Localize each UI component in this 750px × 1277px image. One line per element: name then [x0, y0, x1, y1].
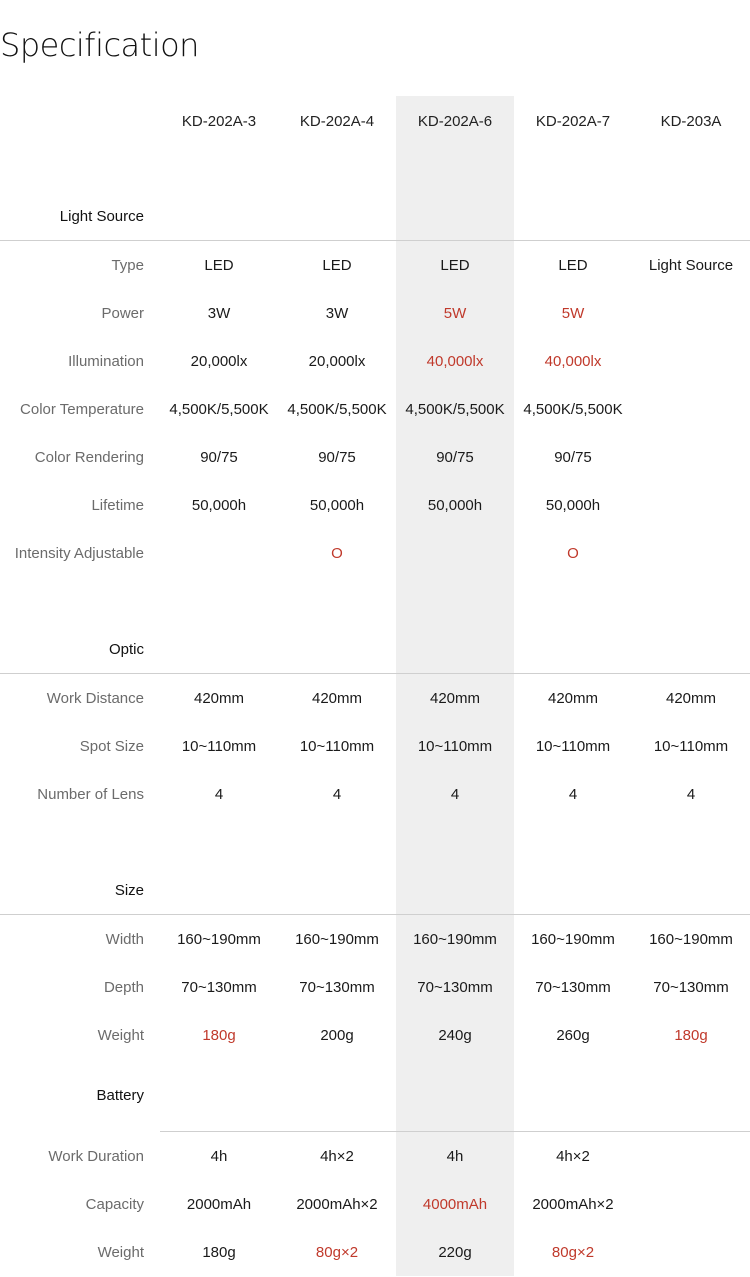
table-cell: 10~110mm	[653, 738, 729, 755]
table-cell: 420mm	[665, 690, 717, 707]
table-cell: LED	[558, 257, 588, 274]
table-cell: 160~190mm	[413, 931, 497, 948]
table-cell: 4,500K/5,500K	[287, 401, 387, 418]
table-row	[0, 916, 750, 964]
table-cell	[396, 530, 514, 578]
row-label: Weight	[97, 1027, 144, 1044]
divider	[0, 240, 750, 241]
table-cell: 3W	[207, 305, 231, 322]
table-cell: 4	[214, 786, 224, 803]
table-cell	[632, 482, 750, 530]
table-row	[0, 1012, 750, 1060]
table-cell: 180g	[202, 1027, 236, 1044]
table-cell: 5W	[443, 305, 467, 322]
table-cell: LED	[322, 257, 352, 274]
table-cell: 70~130mm	[417, 979, 493, 996]
table-cell: 50,000h	[427, 497, 483, 514]
table-row	[0, 530, 750, 578]
table-cell: LED	[204, 257, 234, 274]
row-label: Color Rendering	[34, 449, 144, 466]
table-cell: LED	[440, 257, 470, 274]
section-label-size: Size	[114, 882, 144, 899]
table-cell: 5W	[561, 305, 585, 322]
table-cell: 2000mAh	[186, 1196, 252, 1213]
divider	[0, 673, 750, 674]
table-row	[0, 242, 750, 290]
table-cell: 180g	[202, 1244, 236, 1261]
row-label: Lifetime	[91, 497, 144, 514]
model-header: KD-203A	[660, 113, 722, 130]
table-cell: 4,500K/5,500K	[169, 401, 269, 418]
table-cell: 4	[450, 786, 460, 803]
table-cell	[632, 290, 750, 338]
table-cell: 4h	[446, 1148, 464, 1165]
row-label: Depth	[103, 979, 144, 996]
table-cell: 80g×2	[315, 1244, 359, 1261]
table-cell: 90/75	[554, 449, 592, 466]
table-row	[0, 771, 750, 819]
table-cell: O	[567, 545, 579, 562]
table-cell: 220g	[438, 1244, 472, 1261]
row-label: Color Temperature	[20, 401, 144, 418]
table-cell	[632, 1133, 750, 1181]
table-cell: 4000mAh	[422, 1196, 488, 1213]
table-row	[0, 1229, 750, 1277]
table-cell: 160~190mm	[295, 931, 379, 948]
page-title: Specification	[0, 26, 199, 64]
table-row	[0, 434, 750, 482]
row-label: Work Distance	[46, 690, 144, 707]
table-cell: 2000mAh×2	[532, 1196, 614, 1213]
table-cell: 200g	[320, 1027, 354, 1044]
table-cell: 2000mAh×2	[296, 1196, 378, 1213]
section-label-optic: Optic	[108, 641, 144, 658]
table-cell	[632, 338, 750, 386]
table-cell: 80g×2	[551, 1244, 595, 1261]
divider	[160, 1131, 750, 1132]
table-cell: 70~130mm	[181, 979, 257, 996]
table-cell: 40,000lx	[426, 353, 484, 370]
row-label: Illumination	[68, 353, 144, 370]
table-cell: 160~190mm	[649, 931, 733, 948]
table-row	[0, 386, 750, 434]
table-row	[0, 482, 750, 530]
table-cell: 4	[332, 786, 342, 803]
table-cell: 4h×2	[556, 1148, 590, 1165]
table-cell: 10~110mm	[417, 738, 493, 755]
table-cell: 420mm	[311, 690, 363, 707]
row-label: Number of Lens	[37, 786, 144, 803]
table-row	[0, 675, 750, 723]
table-cell: 160~190mm	[531, 931, 615, 948]
table-cell	[632, 386, 750, 434]
section-label-light-source: Light Source	[59, 208, 144, 225]
table-cell	[632, 434, 750, 482]
table-cell	[632, 1181, 750, 1229]
row-label: Power	[101, 305, 144, 322]
table-row	[0, 290, 750, 338]
table-cell: 420mm	[429, 690, 481, 707]
table-cell: 70~130mm	[653, 979, 729, 996]
table-cell: 20,000lx	[308, 353, 366, 370]
model-header: KD-202A-4	[299, 113, 375, 130]
table-cell: 4,500K/5,500K	[523, 401, 623, 418]
table-cell: 90/75	[436, 449, 474, 466]
table-cell	[632, 1229, 750, 1277]
table-row	[0, 1181, 750, 1229]
row-label: Spot Size	[79, 738, 144, 755]
table-cell: 10~110mm	[535, 738, 611, 755]
table-cell: 4h×2	[320, 1148, 354, 1165]
table-cell: 420mm	[193, 690, 245, 707]
table-cell: 180g	[674, 1027, 708, 1044]
divider	[0, 914, 750, 915]
table-cell: Light Source	[648, 257, 734, 274]
row-label: Type	[111, 257, 144, 274]
model-header: KD-202A-6	[417, 113, 493, 130]
table-cell: 4h	[210, 1148, 228, 1165]
table-cell: 70~130mm	[535, 979, 611, 996]
table-cell: 10~110mm	[181, 738, 257, 755]
table-cell: 3W	[325, 305, 349, 322]
table-cell: 90/75	[318, 449, 356, 466]
table-cell: 260g	[556, 1027, 590, 1044]
table-cell: 70~130mm	[299, 979, 375, 996]
table-cell: 4,500K/5,500K	[405, 401, 505, 418]
table-cell: 20,000lx	[190, 353, 248, 370]
table-row	[0, 338, 750, 386]
model-header: KD-202A-3	[181, 113, 257, 130]
table-cell: 240g	[438, 1027, 472, 1044]
model-header: KD-202A-7	[535, 113, 611, 130]
row-label: Weight	[97, 1244, 144, 1261]
table-cell	[632, 530, 750, 578]
row-label: Work Duration	[48, 1148, 144, 1165]
table-cell: 10~110mm	[299, 738, 375, 755]
table-cell: 50,000h	[309, 497, 365, 514]
table-row	[0, 723, 750, 771]
table-cell: 420mm	[547, 690, 599, 707]
row-label: Intensity Adjustable	[14, 545, 144, 562]
table-row	[0, 1133, 750, 1181]
table-cell: 4	[686, 786, 696, 803]
table-cell: 160~190mm	[177, 931, 261, 948]
table-cell: 40,000lx	[544, 353, 602, 370]
section-label-battery: Battery	[96, 1087, 144, 1104]
table-cell: 50,000h	[191, 497, 247, 514]
table-cell: 4	[568, 786, 578, 803]
table-cell: O	[331, 545, 343, 562]
row-label: Capacity	[85, 1196, 144, 1213]
table-cell: 50,000h	[545, 497, 601, 514]
row-label: Width	[105, 931, 144, 948]
table-row	[0, 964, 750, 1012]
table-cell	[160, 530, 278, 578]
table-cell: 90/75	[200, 449, 238, 466]
